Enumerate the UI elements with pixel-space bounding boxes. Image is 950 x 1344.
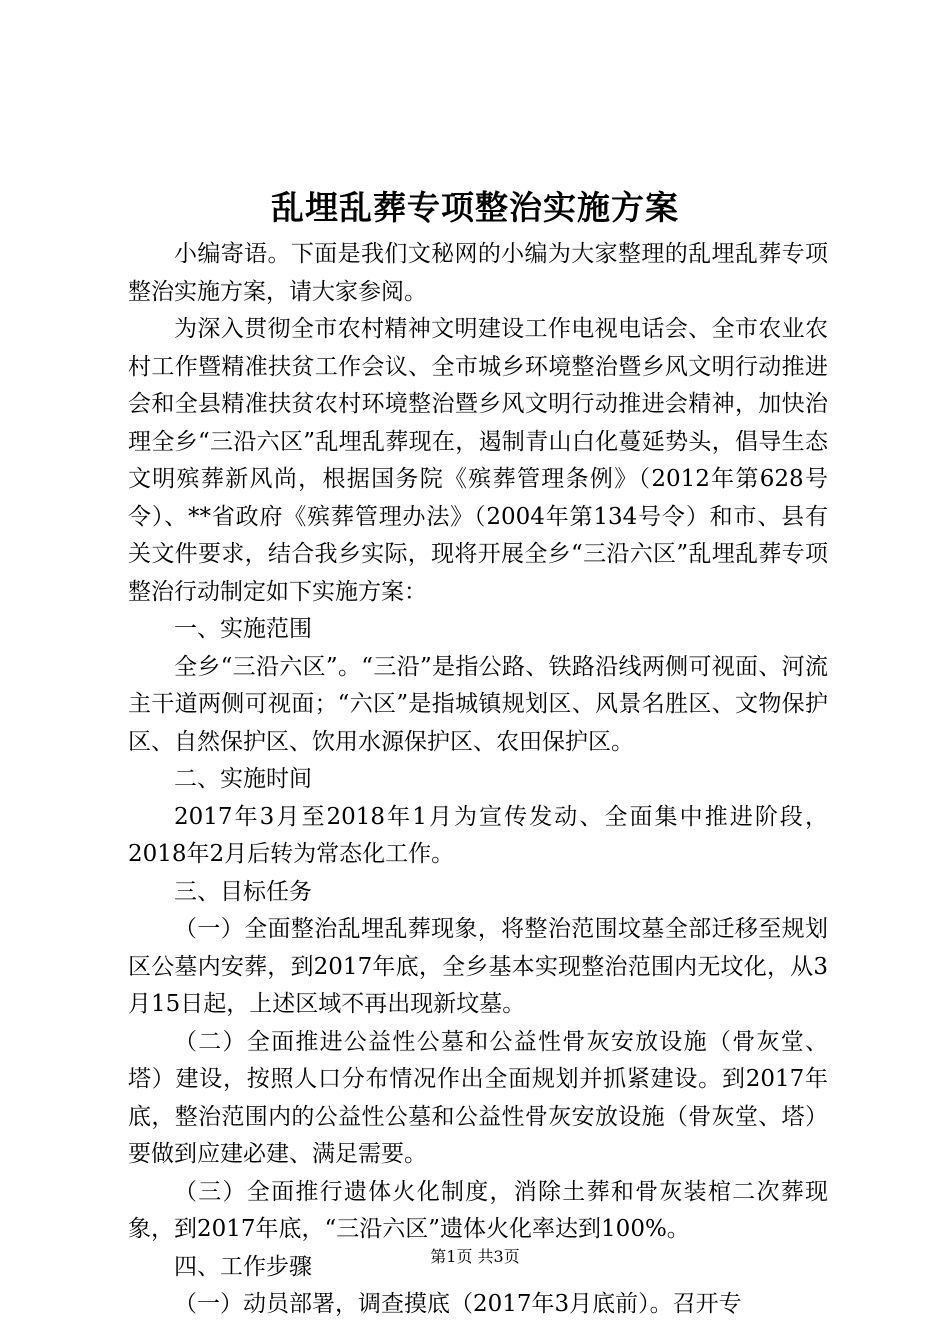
section-heading-scope: 一、实施范围 <box>174 616 312 642</box>
document-body <box>128 236 828 1324</box>
paragraph-step-1: （一）动员部署，调查摸底（2017年3月底前）。召开专 <box>174 1291 742 1317</box>
paragraph-scope: 全乡“三沿六区”。“三沿”是指公路、铁路沿线两侧可视面、河流主干道两侧可视面；“六区”是指城镇规划区、风景名胜区、文物保护区、自然保护区、饮用水源保护区、农田保护区。 <box>128 653 828 755</box>
section-heading-goals: 三、目标任务 <box>174 878 312 905</box>
paragraph-goal-1: （一）全面整治乱埋乱葬现象，将整治范围坟墓全部迁移至规划区公墓内安葬，到2017年底，全乡基本实现整治范围内无坟化，从3月15日起，上述区域不再出现新坟墓。 <box>128 916 828 1017</box>
paragraph-time: 2017年3月至2018年1月为宣传发动、全面集中推进阶段，2018年2月后转为常态化工作。 <box>128 803 828 867</box>
paragraph-goal-2: （二）全面推进公益性公墓和公益性骨灰安放设施（骨灰堂、塔）建设，按照人口分布情况作出全面规划并抓紧建设。到2017年底，整治范围内的公益性公墓和公益性骨灰安放设施（骨灰堂、塔）要做到应建必建、满足需要。 <box>128 1028 828 1167</box>
paragraph-intro: 小编寄语。下面是我们文秘网的小编为大家整理的乱埋乱葬专项整治实施方案，请大家参阅。 <box>128 241 828 305</box>
page-footer: 第1页 共3页 <box>430 1247 520 1266</box>
section-heading-steps: 四、工作步骤 <box>174 1253 312 1280</box>
section-heading-time: 二、实施时间 <box>174 766 312 792</box>
document-title: 乱埋乱葬专项整治实施方案 <box>271 188 679 227</box>
paragraph-goal-3: （三）全面推行遗体火化制度，消除土葬和骨灰装棺二次葬现象，到2017年底，“三沿六区”遗体火化率达到100%。 <box>128 1178 828 1242</box>
paragraph-purpose: 为深入贯彻全市农村精神文明建设工作电视电话会、全市农业农村工作暨精准扶贫工作会议、全市城乡环境整治暨乡风文明行动推进会和全县精准扶贫农村环境整治暨乡风文明行动推进会精神，加快治理全乡“三沿六区”乱埋乱葬现在，遏制青山白化蔓延势头，倡导生态文明殡葬新风尚，根据国务院《殡葬管理条例》（2012年第628号令）、**省政府《殡葬管理办法》（2004年第134号令）和市、县有关文件要求，结合我乡实际，现将开展全乡“三沿六区”乱埋乱葬专项整治行动制定如下实施方案： <box>128 316 828 605</box>
